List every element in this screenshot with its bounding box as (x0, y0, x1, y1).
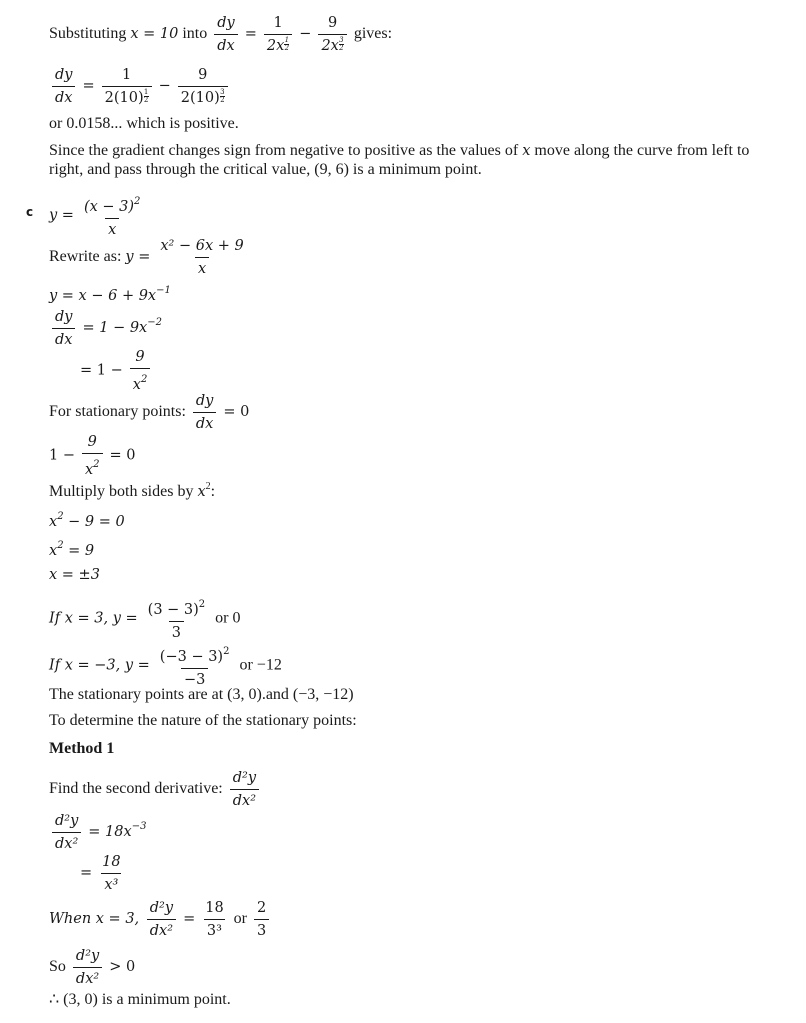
fraction (102, 66, 152, 107)
exponent: 2 (57, 540, 64, 551)
fraction-d2ydx2 (230, 769, 259, 810)
text: = 0 (223, 404, 250, 421)
fraction (82, 433, 103, 479)
gradient-explanation-1 (49, 141, 749, 161)
denominator: x (195, 257, 209, 278)
fraction-dydx (52, 308, 75, 349)
multiply-line (49, 477, 215, 502)
expanded-y (49, 281, 171, 306)
text: x (132, 377, 141, 393)
denominator: −3 (181, 668, 208, 689)
numerator: 2 (257, 900, 267, 916)
fraction (264, 14, 292, 55)
minus: − (299, 26, 312, 43)
fraction (254, 899, 269, 940)
fraction (157, 643, 233, 689)
evaluate-second-derivative (49, 899, 272, 940)
determine-nature: To determine the nature of the stationary points: (49, 712, 357, 729)
text: Since the gradient changes sign from negative to positive as the values of (49, 142, 523, 159)
numerator: 1 (122, 67, 132, 83)
text: : (210, 483, 216, 500)
text: (3 − 3) (147, 602, 199, 618)
text: move along the curve from left to (530, 142, 750, 159)
denominator: x (105, 218, 119, 239)
exp-num: 3 (339, 36, 344, 44)
math-x-eq-10: x = 10 (130, 26, 179, 43)
exp-num: 1 (284, 36, 290, 44)
fraction (178, 66, 228, 107)
exponent: −2 (147, 317, 162, 329)
text: − 9 = 0 (68, 514, 125, 530)
equals: = (82, 78, 95, 95)
positive-result: or 0.0158... which is positive. (49, 115, 239, 132)
denominator: dx (193, 412, 216, 433)
y-equals: y = (49, 207, 74, 224)
numerator: 18 (205, 900, 224, 916)
exp-den: 2 (220, 96, 225, 104)
numerator: d²y (75, 948, 100, 964)
method-heading: Method 1 (49, 740, 115, 757)
exponent: −1 (156, 285, 171, 296)
exponent: 2 (198, 599, 206, 610)
y-at-x3 (49, 596, 241, 642)
numerator: dy (55, 67, 73, 83)
fraction (99, 853, 123, 894)
text: = 1 − (80, 362, 123, 379)
text: When x = 3, (49, 911, 144, 928)
denominator: x³ (101, 873, 121, 894)
fraction (145, 596, 209, 642)
part-label: c (26, 205, 34, 219)
numerator: d²y (149, 900, 174, 916)
fraction-d2ydx2 (73, 947, 102, 988)
second-derivative (49, 812, 146, 853)
text: (x − 3) (83, 199, 135, 215)
text: x (84, 462, 94, 478)
numerator (145, 596, 209, 621)
numerator: 9 (198, 67, 208, 83)
fraction-dydx (214, 14, 237, 55)
fraction-dydx (193, 392, 216, 433)
numerator: 18 (102, 854, 121, 870)
exp-den: 2 (339, 44, 344, 52)
text: 2(10) (104, 90, 144, 106)
stationary-points: The stationary points are at (3, 0).and (−3, −12) (49, 686, 354, 703)
second-derivative-fraction (80, 853, 127, 894)
exp-num: 1 (143, 88, 149, 96)
exponent: 2 (57, 511, 64, 522)
exp-den: 2 (284, 44, 290, 52)
fraction (130, 348, 151, 394)
text: Multiply both sides by (49, 483, 198, 500)
x-solution: x = ±3 (49, 567, 100, 583)
numerator: dy (217, 15, 235, 31)
text: So (49, 958, 70, 976)
numerator: d²y (232, 770, 257, 786)
equals: = (80, 865, 93, 882)
numerator: dy (55, 309, 73, 325)
denominator: 3 (169, 621, 184, 642)
text: or −12 (235, 656, 282, 674)
denominator (130, 368, 151, 394)
text: 1 − (49, 447, 75, 464)
numerator (157, 643, 233, 668)
numerator: 1 (273, 15, 283, 31)
substitution-line (49, 14, 392, 55)
exponent (144, 89, 149, 104)
exponent (284, 37, 289, 52)
positive-second-derivative (49, 947, 135, 988)
text: or (229, 910, 251, 928)
math-x: x (522, 143, 531, 159)
text: If x = −3, y = (49, 657, 150, 674)
numerator: 9 (328, 15, 338, 31)
x-squared-eq (49, 536, 94, 561)
fraction (202, 899, 226, 940)
denominator: 3³ (204, 919, 225, 940)
fraction-d2ydx2 (52, 812, 81, 853)
denominator: dx (52, 328, 75, 349)
equals: = (244, 26, 257, 43)
exp-num: 3 (220, 88, 225, 96)
text: or 0 (211, 609, 241, 627)
text: = 18x (88, 824, 132, 841)
denominator (102, 86, 152, 107)
numerator: x² − 6x + 9 (160, 238, 244, 254)
stationary-condition (49, 392, 249, 433)
exponent (339, 37, 344, 52)
gradient-explanation-2: right, and pass through the critical value, (9, 6) is a minimum point. (49, 161, 482, 178)
exponent: 2 (140, 374, 148, 385)
text: Rewrite as: (49, 248, 126, 266)
second-derivative-intro (49, 769, 262, 810)
y-at-xneg3 (49, 643, 282, 689)
text: 2(10) (180, 90, 220, 106)
denominator (264, 34, 292, 55)
fraction (318, 14, 346, 55)
numerator (81, 193, 143, 218)
denominator: dx² (73, 967, 102, 988)
exponent (220, 89, 225, 104)
text: y = x − 6 + 9x (49, 288, 157, 304)
exponent: 2 (223, 646, 230, 657)
text: Substituting (49, 25, 131, 43)
denominator: dx² (52, 832, 81, 853)
text: = 1 − 9x (82, 320, 148, 337)
minus: − (158, 78, 171, 95)
y-equals: y = (125, 249, 151, 266)
text: = 0 (109, 447, 136, 464)
numerator: d²y (55, 813, 79, 829)
fraction-d2ydx2 (147, 899, 176, 940)
rewrite-line (49, 237, 250, 278)
part-c-equation (49, 193, 146, 239)
fraction (81, 193, 143, 239)
text: x (49, 543, 58, 559)
exp-den: 2 (143, 96, 149, 104)
denominator: dx² (230, 789, 259, 810)
text: (−3 − 3) (159, 649, 224, 665)
denominator: dx (52, 86, 75, 107)
text: If x = 3, y = (49, 610, 138, 627)
text: 2x (266, 38, 285, 54)
exponent: 2 (93, 459, 100, 470)
text: For stationary points: (49, 403, 190, 421)
conclusion: ∴ (3, 0) is a minimum point. (49, 991, 231, 1008)
first-derivative (49, 308, 162, 349)
exponent: −3 (131, 821, 147, 833)
denominator: dx² (147, 919, 176, 940)
numerator: dy (195, 393, 214, 409)
text: Find the second derivative: (49, 780, 227, 798)
text: gives: (349, 25, 393, 43)
equals: = (183, 911, 196, 928)
exponent: 2 (205, 481, 211, 492)
math-x: x (197, 484, 206, 500)
fraction (157, 237, 246, 278)
text: = 9 (68, 543, 95, 559)
text: > 0 (109, 959, 136, 976)
exponent: 2 (134, 196, 141, 207)
equation-zero (49, 433, 136, 479)
text: x (49, 514, 58, 530)
text: into (178, 25, 212, 43)
text: 2x (321, 38, 339, 54)
fraction-dydx (52, 66, 75, 107)
numerator: 9 (87, 434, 97, 450)
denominator (178, 86, 228, 107)
first-derivative-fraction (80, 348, 153, 394)
quadratic (49, 507, 125, 532)
denominator: 3 (254, 919, 269, 940)
denominator (82, 453, 103, 479)
numerator: 9 (135, 349, 145, 365)
denominator (318, 34, 346, 55)
substituted-equation (49, 66, 231, 107)
denominator: dx (214, 34, 237, 55)
